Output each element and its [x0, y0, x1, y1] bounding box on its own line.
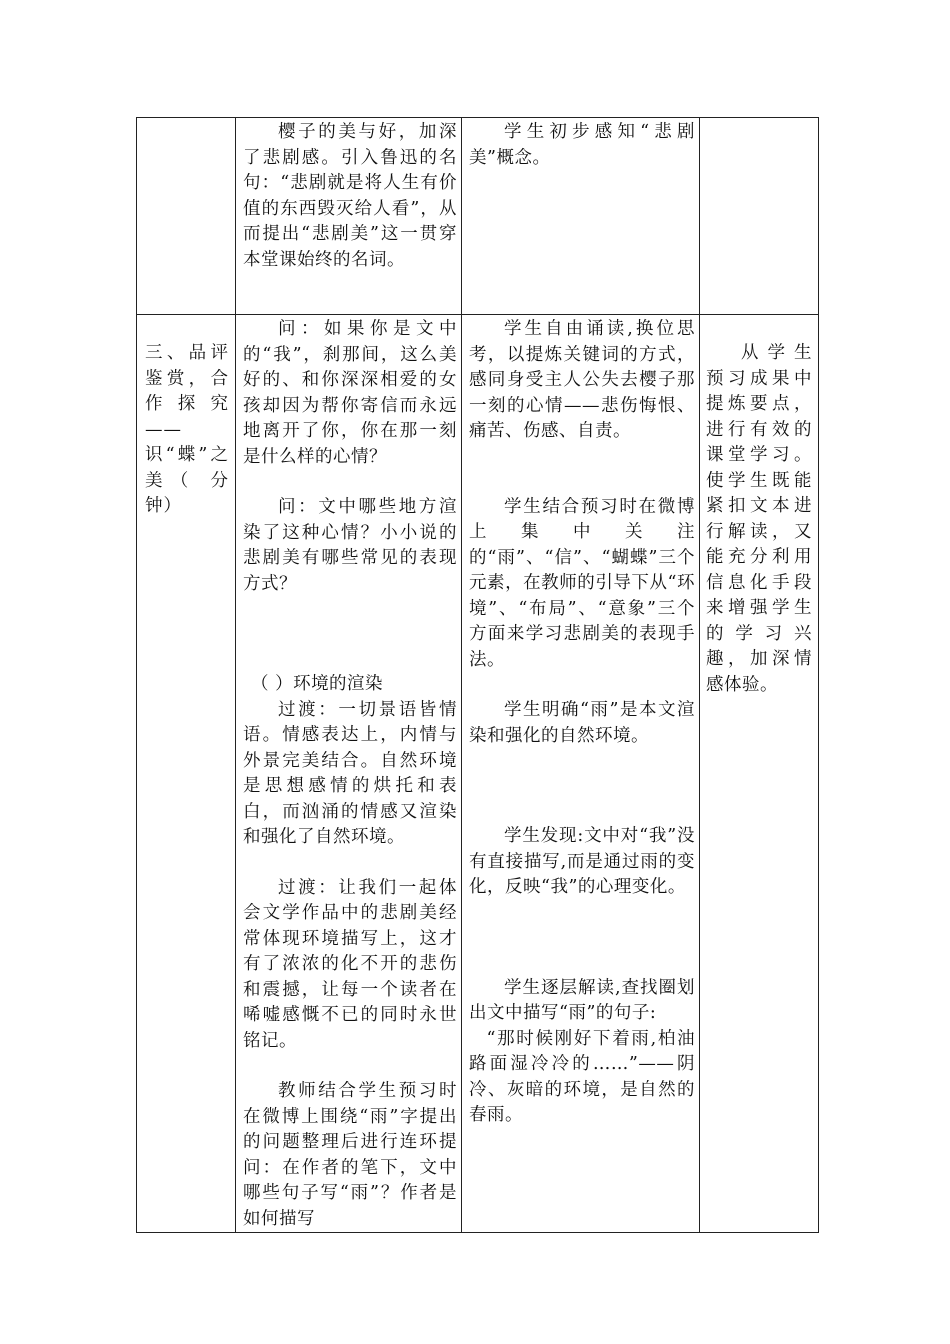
student-activity-cell — [462, 118, 700, 315]
table-row — [137, 315, 819, 1233]
purpose-cell — [700, 315, 819, 1233]
teacher-text: 樱子的美与好，加深了悲剧感。引入鲁迅的名句：“悲剧就是将人生有价值的东西毁灭给人看”，从而提出“悲剧美”这一贯穿本堂课始终的名词。 — [243, 122, 457, 270]
purpose-cell — [700, 118, 819, 315]
teacher-question-2: 问：文中哪些地方渲染了这种心情？小小说的悲剧美有哪些常见的表现方式？ — [243, 497, 457, 594]
teacher-question-3: 教师结合学生预习时在微博上围绕“雨”字提出的问题整理后进行连环提问：在作者的笔下，文中哪些句子写“雨”？作者是如何描写 — [243, 1081, 457, 1229]
teacher-activity-cell — [236, 315, 462, 1233]
stage-title: 三、品评鉴赏，合作探究——识“蝶”之美（ 分钟） — [145, 343, 229, 516]
stage-cell — [137, 315, 236, 1233]
stage-cell — [137, 118, 236, 315]
teacher-question-1: 问：如果你是文中的“我”，刹那间，这么美好的、和你深深相爱的女孩却因为帮你寄信而永远地离开了你，你在那一刻是什么样的心情？ — [243, 319, 457, 467]
table-row — [137, 118, 819, 315]
student-response-4: 学生发现:文中对“我”没有直接描写,而是通过雨的变化，反映“我”的心理变化。 — [469, 826, 695, 897]
purpose-text: 从学生预习成果中提炼要点，进行有效的课堂学习。使学生既能紧扣文本进行解读，又能充分利用信息化手段来增强学生的学习兴趣，加深情感体验。 — [706, 343, 812, 695]
student-quote: “那时候刚好下着雨,柏油路面湿冷冷的……”——阴冷、灰暗的环境，是自然的春雨。 — [469, 1028, 695, 1125]
student-text: 学生初步感知“悲剧美”概念。 — [469, 122, 695, 168]
lesson-plan-table — [136, 117, 819, 1233]
student-response-3: 学生明确“雨”是本文渲染和强化的自然环境。 — [469, 700, 695, 746]
student-activity-cell — [462, 315, 700, 1233]
section-subheading: （ ）环境的渲染 — [251, 674, 384, 694]
student-response-1: 学生自由诵读,换位思考，以提炼关键词的方式，感同身受主人公失去樱子那一刻的心情——悲伤悔恨、痛苦、伤感、自责。 — [469, 319, 695, 441]
teacher-transition-2: 过渡：让我们一起体会文学作品中的悲剧美经常体现环境描写上，这才有了浓浓的化不开的悲伤和震撼，让每一个读者在唏嘘感慨不已的同时永世铭记。 — [243, 877, 457, 1051]
student-response-2: 学生结合预习时在微博上集中关注的“雨”、“信”、“蝴蝶”三个元素，在教师的引导下从“环境”、“布局”、“意象”三个方面来学习悲剧美的表现手法。 — [469, 496, 695, 670]
student-response-5: 学生逐层解读,查找圈划出文中描写“雨”的句子: — [469, 977, 695, 1023]
teacher-activity-cell — [236, 118, 462, 315]
teacher-transition-1: 过渡：一切景语皆情语。情感表达上，内情与外景完美结合。自然环境是思想感情的烘托和表白，而汹涌的情感又渲染和强化了自然环境。 — [243, 699, 457, 847]
